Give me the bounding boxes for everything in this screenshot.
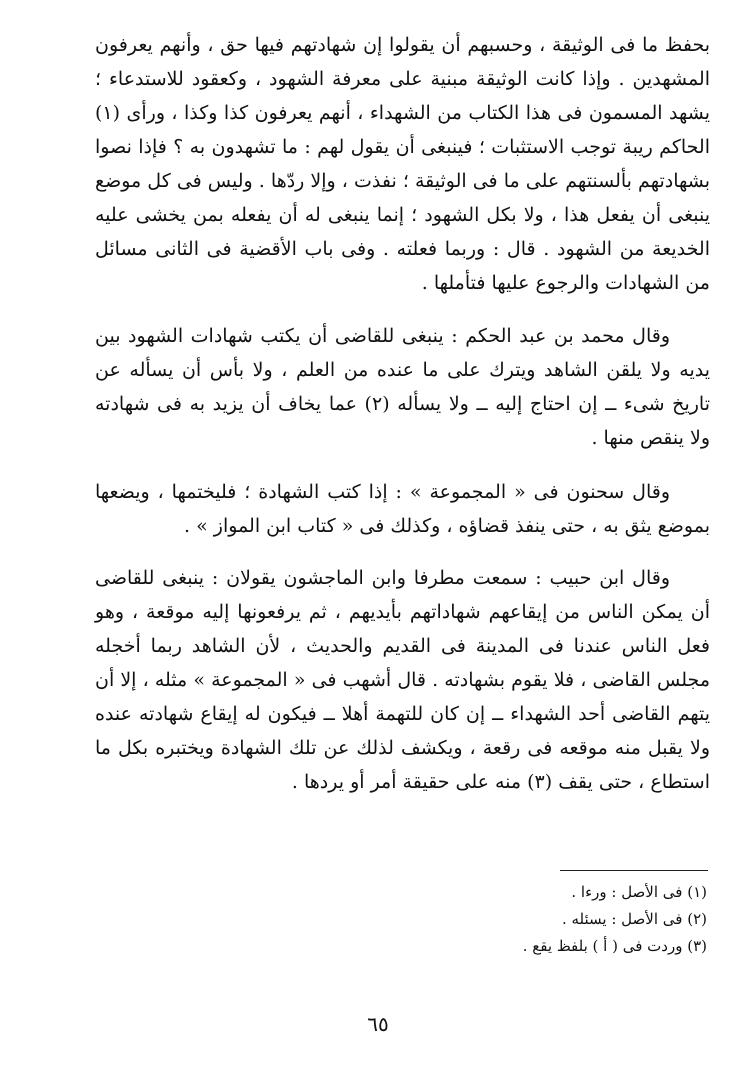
footnote-separator [560, 870, 708, 871]
paragraph-3: وقال سحنون فى « المجموعة » : إذا كتب الشهادة ؛ فليختمها ، ويضعها بموضع يثق به ، حتى ينفذ قضاؤه ، وكذلك فى « كتاب ابن المواز » . [95, 481, 710, 537]
footnote-1: (١) فى الأصل : ورءا . [571, 883, 707, 901]
paragraph-4: وقال ابن حبيب : سمعت مطرفا وابن الماجشون يقولان : ينبغى للقاضى أن يمكن الناس من إيقاعهم شهاداتهم بأيديهم ، ثم يرفعونها إليه موقعة ، وهو فعل الناس عندنا فى المدينة فى القديم والحديث ، لأن الشاهد ربما أخجله مجلس القاضى ، فلا يقوم بشهادته . قال أشهب فى « المجموعة » مثله ، إلا أن يتهم القاضى أحد الشهداء ــ إن كان للتهمة أهلا ــ فيكون له إيقاع شهادته عنده ولا يقبل منه موقعه فى رقعة ، ويكشف لذلك عن تلك الشهادة ويختبره بكل ما استطاع ، حتى يقف (٣) منه على حقيقة أمر أو يردها . [95, 567, 710, 793]
footnotes [300, 879, 707, 960]
footnote-2: (٢) فى الأصل : يسئله . [561, 910, 707, 928]
footnote-3: (٣) وردت فى ( أ ) بلفظ يقع . [522, 937, 707, 955]
page-number: ٦٥ [367, 1012, 389, 1036]
page-body [95, 28, 710, 799]
paragraph-1: بحفظ ما فى الوثيقة ، وحسبهم أن يقولوا إن شهادتهم فيها حق ، وأنهم يعرفون المشهدين . وإذا كانت الوثيقة مبنية على معرفة الشهود ، وكعقود للاستدعاء ؛ يشهد المسمون فى هذا الكتاب من الشهداء ، أنهم يعرفون كذا وكذا ، ورأى (١) الحاكم ريبة توجب الاستثبات ؛ فينبغى أن يقول لهم : ما تشهدون به ؟ فإذا نصوا بشهادتهم بألسنتهم على ما فى الوثيقة ؛ نفذت ، وإلا ردّها . وليس فى كل موضع ينبغى أن يفعل هذا ، ولا بكل الشهود ؛ إنما ينبغى له أن يفعله بمن يخشى عليه الخديعة من الشهود . قال : وربما فعلته . وفى باب الأقضية فى الثانى مسائل من الشهادات والرجوع عليها فتأملها . [95, 34, 710, 294]
paragraph-2: وقال محمد بن عبد الحكم : ينبغى للقاضى أن يكتب شهادات الشهود بين يديه ولا يلقن الشاهد ويترك على ما عنده من العلم ، ولا بأس أن يسأله عن تاريخ شىء ــ إن احتاج إليه ــ ولا يسأله (٢) عما يخاف أن يزيد به فى شهادته ولا ينقص منها . [95, 325, 710, 449]
